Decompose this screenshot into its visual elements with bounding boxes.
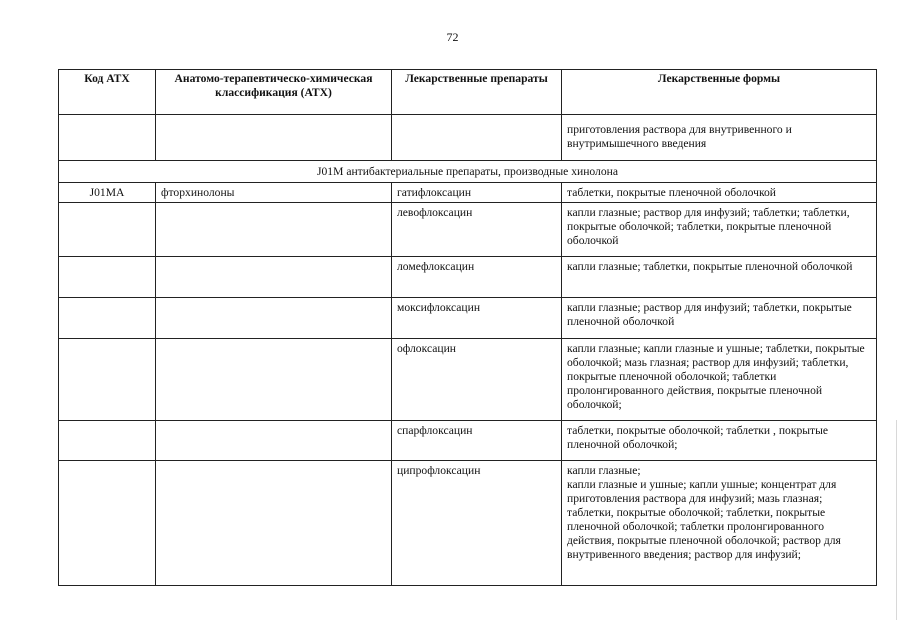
cell-forms: капли глазные; капли глазные и ушные; капли ушные; концентрат для приготовления раствора для инфузий; мазь глазная; таблетки, покрытые оболочкой; таблетки, покрытые пленочной оболочкой; таблетки пролонгированного действия, покрытые пленочной оболочкой; раствор для внутривенного введения; раствор для инфузий; (562, 461, 877, 586)
table-row (59, 257, 877, 298)
cell-forms: таблетки, покрытые оболочкой; таблетки , покрытые пленочной оболочкой; (562, 421, 877, 461)
cell-drug (392, 115, 562, 161)
cell-classification (156, 298, 392, 339)
table-row-continued (59, 115, 877, 161)
cell-forms: капли глазные; таблетки, покрытые пленочной оболочкой (562, 257, 877, 298)
header-classification: Анатомо-терапевтическо-химическая классификация (АТХ) (156, 70, 392, 115)
cell-code (59, 461, 156, 586)
scan-margin-line (896, 420, 897, 620)
cell-drug: левофлоксацин (392, 203, 562, 257)
cell-drug: офлоксацин (392, 339, 562, 421)
header-forms: Лекарственные формы (562, 70, 877, 115)
cell-code (59, 339, 156, 421)
header-code: Код АТХ (59, 70, 156, 115)
group-title: J01M антибактериальные препараты, производные хинолона (59, 161, 877, 183)
cell-drug: спарфлоксацин (392, 421, 562, 461)
cell-classification (156, 339, 392, 421)
cell-classification (156, 461, 392, 586)
cell-classification (156, 203, 392, 257)
table-row (59, 183, 877, 203)
cell-forms: капли глазные; раствор для инфузий; таблетки; таблетки, покрытые оболочкой; таблетки, покрытые пленочной оболочкой (562, 203, 877, 257)
cell-classification (156, 115, 392, 161)
cell-classification (156, 421, 392, 461)
cell-code: J01MA (59, 183, 156, 203)
cell-code (59, 115, 156, 161)
cell-code (59, 298, 156, 339)
cell-drug: ципрофлоксацин (392, 461, 562, 586)
cell-classification (156, 257, 392, 298)
cell-forms: таблетки, покрытые пленочной оболочкой (562, 183, 877, 203)
table-row (59, 461, 877, 586)
group-row (59, 161, 877, 183)
cell-code (59, 257, 156, 298)
cell-forms: приготовления раствора для внутривенного и внутримышечного введения (562, 115, 877, 161)
table-row (59, 203, 877, 257)
cell-drug: ломефлоксацин (392, 257, 562, 298)
header-drugs: Лекарственные препараты (392, 70, 562, 115)
table-header-row (59, 70, 877, 115)
page-number: 72 (446, 30, 459, 44)
table-row (59, 339, 877, 421)
cell-drug: гатифлоксацин (392, 183, 562, 203)
cell-drug: моксифлоксацин (392, 298, 562, 339)
cell-classification: фторхинолоны (156, 183, 392, 203)
cell-forms: капли глазные; капли глазные и ушные; таблетки, покрытые оболочкой; мазь глазная; раствор для инфузий; таблетки, покрытые пленочной оболочкой; таблетки пролонгированного действия, покрытые пленочной оболочкой; (562, 339, 877, 421)
cell-code (59, 421, 156, 461)
table-row (59, 298, 877, 339)
atc-drug-table (58, 69, 877, 586)
cell-code (59, 203, 156, 257)
table-row (59, 421, 877, 461)
cell-forms: капли глазные; раствор для инфузий; таблетки, покрытые пленочной оболочкой (562, 298, 877, 339)
